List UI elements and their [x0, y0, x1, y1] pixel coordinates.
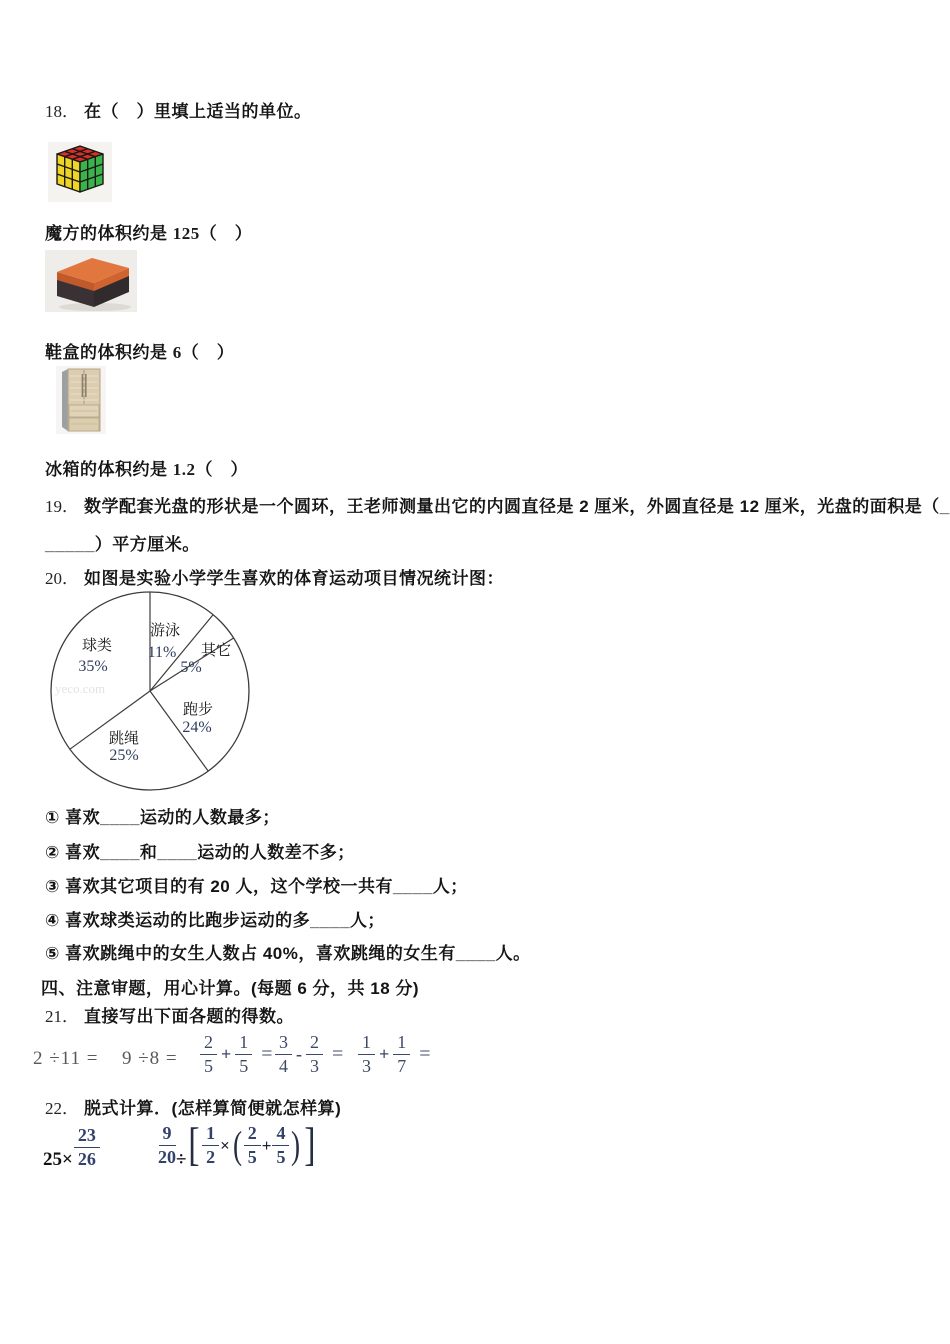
- caption-value: 6: [172, 343, 182, 362]
- numerator: 1: [358, 1033, 375, 1055]
- right-bracket: ]: [304, 1119, 316, 1171]
- numerator: 2: [306, 1033, 323, 1055]
- caption-paren: （ ）: [181, 343, 235, 362]
- times-sign: ×: [220, 1135, 230, 1155]
- q20-subquestion-4: ④ 喜欢球类运动的比跑步运动的多____人；: [45, 911, 385, 930]
- pie-pct-swimming: 11%: [147, 644, 177, 661]
- caption-text: 鞋盒的体积约是: [45, 343, 168, 362]
- caption-value: 125: [172, 224, 200, 243]
- q21-heading: [45, 1002, 294, 1027]
- pie-label-swimming: 游泳: [149, 623, 181, 639]
- fridge-handle-right: [85, 374, 87, 397]
- left-bracket: [: [188, 1119, 200, 1171]
- q18-caption-shoebox: [45, 338, 234, 363]
- rubiks-cube-drawing: [48, 142, 112, 202]
- q19-text-line2: _____）平方厘米。: [45, 535, 200, 554]
- fraction: [200, 1033, 217, 1076]
- q22-number: 22．: [45, 1099, 79, 1118]
- q21-expr-2: 9 ÷8 =: [122, 1048, 178, 1069]
- q18-heading: [45, 97, 312, 122]
- refrigerator-image: [56, 366, 106, 434]
- q21-expr-3: [200, 1033, 273, 1076]
- denominator: 3: [310, 1055, 319, 1076]
- fraction: [74, 1126, 100, 1169]
- q20-subquestion-3: ③ 喜欢其它项目的有 20 人，这个学校一共有____人；: [45, 877, 468, 896]
- numerator: 3: [275, 1033, 292, 1055]
- q20-title: 如图是实验小学学生喜欢的体育运动项目情况统计图：: [84, 569, 504, 588]
- fraction: [272, 1124, 289, 1167]
- shoe-box-image: [45, 250, 137, 312]
- fraction: [306, 1033, 323, 1076]
- denominator: 3: [362, 1055, 371, 1076]
- plus-sign: +: [261, 1135, 272, 1155]
- denominator: 5: [204, 1055, 213, 1076]
- q20-subquestion-2: ② 喜欢____和____运动的人数差不多；: [45, 843, 355, 862]
- denominator: 5: [247, 1147, 257, 1167]
- denominator: 4: [279, 1055, 288, 1076]
- numerator: 1: [202, 1124, 219, 1146]
- q19-number: 19．: [45, 497, 79, 516]
- pie-pct-running: 24%: [182, 719, 212, 736]
- numerator: 1: [393, 1033, 410, 1055]
- q22-heading: [45, 1094, 341, 1119]
- numerator: 2: [244, 1124, 261, 1146]
- fraction: [202, 1124, 219, 1167]
- caption-paren: （ ）: [195, 460, 248, 479]
- shoe-box-drawing: [45, 250, 137, 312]
- q19-text-line1: 数学配套光盘的形状是一个圆环，王老师测量出它的内圆直径是 2 厘米，外圆直径是 12 厘米，光盘的面积是（_: [84, 497, 950, 516]
- pie-pct-ball: 35%: [78, 658, 108, 675]
- right-paren: ): [291, 1124, 301, 1167]
- rubiks-cube-image: [48, 142, 112, 202]
- q18-caption-fridge: [45, 455, 248, 480]
- denominator: 26: [77, 1148, 96, 1169]
- caption-paren: （ ）: [199, 224, 253, 243]
- refrigerator-drawing: [56, 366, 106, 434]
- q21-title: 直接写出下面各题的得数。: [84, 1007, 294, 1026]
- equals-sign: =: [261, 1042, 273, 1065]
- fraction: [358, 1033, 375, 1076]
- fraction: [244, 1124, 261, 1167]
- pie-label-ball: 球类: [81, 638, 113, 654]
- pie-chart-svg: [40, 581, 260, 801]
- times-sign: ×: [62, 1148, 73, 1170]
- q18-title: 在（ ）里填上适当的单位。: [84, 102, 312, 121]
- fraction: [235, 1033, 252, 1076]
- q20-number: 20．: [45, 569, 79, 588]
- equals-sign: =: [332, 1042, 344, 1065]
- operator: -: [296, 1043, 302, 1064]
- denominator: 20: [158, 1147, 176, 1167]
- q18-caption-cube: [45, 219, 252, 244]
- caption-text: 冰箱的体积约是: [45, 460, 168, 479]
- q19-line1: [45, 492, 950, 517]
- numerator: 9: [159, 1124, 176, 1146]
- pie-label-running: 跑步: [182, 702, 214, 718]
- q21-expr-1: 2 ÷11 =: [33, 1048, 99, 1069]
- numerator: 1: [235, 1033, 252, 1055]
- pie-label-other: 其它: [200, 643, 232, 659]
- left-paren: (: [232, 1124, 242, 1167]
- numerator: 23: [74, 1126, 100, 1148]
- section4-heading: 四、注意审题，用心计算。(每题 6 分，共 18 分): [41, 979, 420, 998]
- fridge-handle-left: [82, 374, 84, 397]
- q22-title: 脱式计算．(怎样算简便就怎样算): [84, 1099, 342, 1118]
- q22-expr-1: [43, 1126, 100, 1169]
- denominator: 5: [239, 1055, 249, 1076]
- fraction: [158, 1124, 176, 1167]
- watermark: yeco.com: [55, 681, 106, 696]
- operator: +: [221, 1043, 232, 1064]
- equals-sign: =: [419, 1042, 431, 1065]
- q20-subquestion-1: ① 喜欢____运动的人数最多；: [45, 808, 280, 827]
- numerator: 2: [200, 1033, 217, 1055]
- q20-subquestion-5: ⑤ 喜欢跳绳中的女生人数占 40%，喜欢跳绳的女生有____人。: [45, 944, 531, 963]
- q19-line2: [45, 530, 200, 555]
- operator: +: [379, 1043, 390, 1064]
- pie-pct-other: 5%: [180, 659, 202, 676]
- caption-value: 1.2: [172, 460, 196, 479]
- pie-label-jumprope: 跳绳: [108, 731, 140, 747]
- fraction: [393, 1033, 410, 1076]
- sports-pie-chart: [40, 581, 260, 801]
- denominator: 5: [276, 1147, 286, 1167]
- q18-number: 18．: [45, 102, 79, 121]
- divide-sign: ÷: [176, 1149, 187, 1170]
- q22-expr-2: [158, 1119, 318, 1171]
- denominator: 7: [397, 1055, 407, 1076]
- q21-expr-4: [275, 1033, 343, 1076]
- pie-pct-jumprope: 25%: [109, 747, 139, 764]
- coefficient: [43, 1149, 73, 1171]
- fraction: [275, 1033, 292, 1076]
- caption-text: 魔方的体积约是: [45, 224, 168, 243]
- q21-expr-5: [358, 1033, 431, 1076]
- numerator: 4: [272, 1124, 289, 1146]
- fridge-side-panel: [62, 369, 68, 431]
- coef-value: 25: [43, 1148, 62, 1170]
- q21-number: 21．: [45, 1007, 79, 1026]
- denominator: 2: [206, 1147, 216, 1167]
